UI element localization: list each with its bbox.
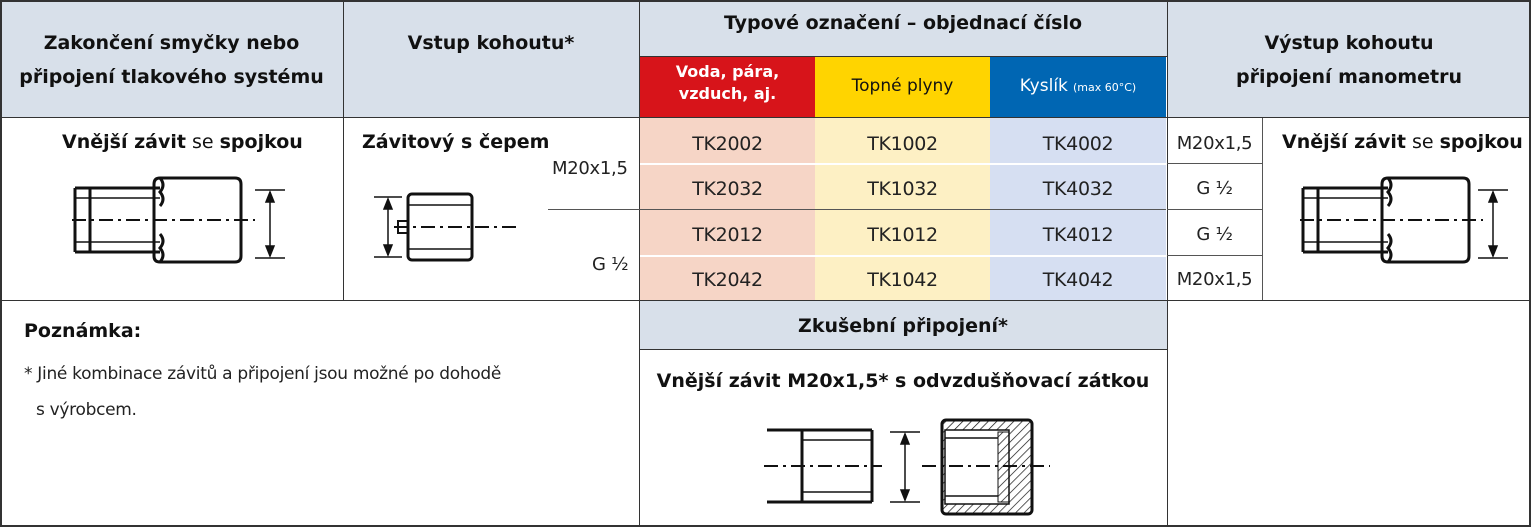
row-divider-3 [640,255,1166,257]
body-bottom-line [0,300,1531,301]
left-title-c: spojkou [219,131,303,153]
header-valve-outlet-line2: připojení manometru [1235,66,1463,88]
code-oxygen-1: TK4002 [1042,133,1114,155]
media-oxygen-note: (max 60°C) [1072,81,1137,94]
left-title-b: se [191,131,214,153]
header-bottom-line [0,117,1531,118]
note-text-line2: s výrobcem. [36,400,137,420]
code-oxygen-3: TK4012 [1042,224,1114,246]
left-title [62,131,303,153]
outlet-thread-3: G ½ [1196,224,1233,245]
code-gas-4: TK1042 [867,269,938,291]
left-title-a: Vnější závit [62,131,186,153]
media-oxygen-label [990,76,1166,96]
code-gas-3: TK1012 [867,224,938,246]
row-divider-2 [548,209,1166,210]
outlet-col-line [1262,118,1263,300]
union-fitting-drawing-left [70,170,290,270]
outlet-divider-3 [1167,255,1262,256]
inlet-thread-g: G ½ [592,254,629,275]
code-oxygen-4: TK4042 [1042,269,1114,291]
header-valve-inlet: Vstup kohoutu* [407,32,575,54]
header-valve-outlet-line1: Výstup kohoutu [1264,32,1434,54]
code-water-1: TK2002 [692,133,763,155]
code-water-3: TK2012 [692,224,763,246]
test-title: Zkušební připojení* [798,315,1008,337]
outlet-thread-4: M20x1,5 [1176,269,1253,290]
media-water-line1: Voda, pára, [675,62,780,81]
right-title-a: Vnější závit [1282,131,1406,153]
code-oxygen-2: TK4032 [1042,178,1114,200]
threaded-pin-drawing [372,185,522,265]
code-gas-1: TK1002 [867,133,938,155]
outlet-divider-1 [1167,163,1262,164]
code-water-4: TK2042 [692,269,763,291]
header-type-designation: Typové označení – objednací číslo [723,12,1083,34]
type-header-line [639,56,1167,57]
test-connection-drawing [762,418,1052,518]
test-description: Vnější závit M20x1,5* s odvzdušňovací zátkou [656,370,1150,392]
outlet-thread-1: M20x1,5 [1176,133,1253,154]
right-title [1282,131,1523,153]
row-divider-1 [640,163,1166,165]
note-title: Poznámka: [24,320,142,342]
outlet-divider-2 [1167,209,1262,210]
test-header-line [639,349,1167,350]
note-text-line1: * Jiné kombinace závitů a připojení jsou možné po dohodě [24,364,502,384]
header-loop-end-line2: připojení tlakového systému [19,66,324,88]
media-gas-label: Topné plyny [851,76,954,96]
media-oxygen-name: Kyslík [1019,76,1068,96]
right-title-b: se [1411,131,1434,153]
media-water-line2: vzduch, aj. [678,84,777,103]
outlet-thread-2: G ½ [1196,178,1233,199]
inlet-title: Závitový s čepem [362,131,550,153]
code-water-2: TK2032 [692,178,763,200]
inlet-thread-m20: M20x1,5 [552,158,628,179]
code-gas-2: TK1032 [867,178,938,200]
union-fitting-drawing-right [1298,170,1518,270]
header-loop-end-line1: Zakončení smyčky nebo [43,32,300,54]
right-title-c: spojkou [1439,131,1523,153]
